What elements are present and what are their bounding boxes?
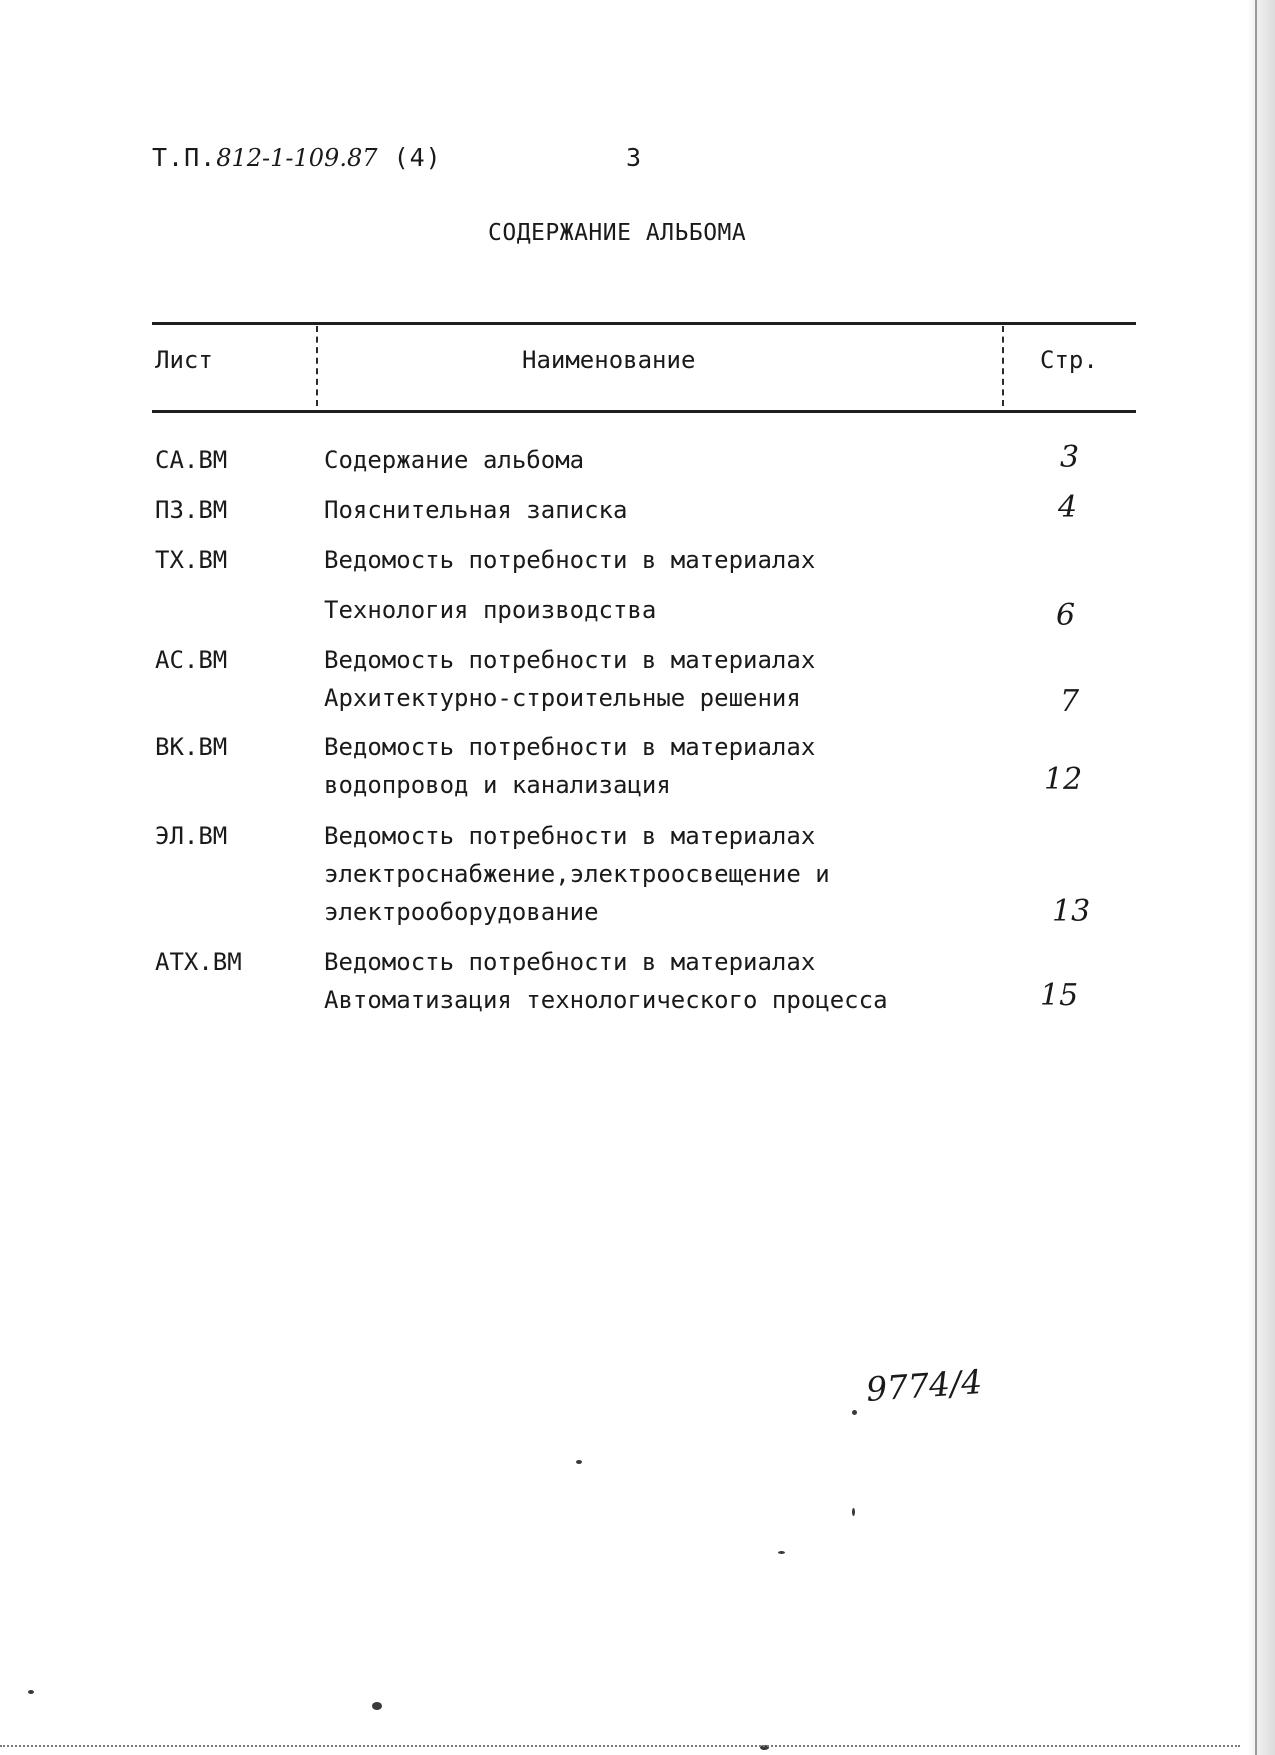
scan-speck [778,1551,785,1554]
page-number: 3 [626,143,642,172]
column-header-sheet: Лист [155,346,213,374]
row-title-line: Ведомость потребности в материалах [324,546,816,574]
row-sheet-code: АС.ВМ [155,646,228,674]
row-title-line: электроснабжение,электроосвещение и [324,860,830,888]
document-code-handwritten: 812-1-109.87 [216,144,378,172]
handwritten-registration-number: 9774/4 [864,1361,984,1410]
scan-speck [372,1702,382,1710]
column-header-name: Наименование [522,346,696,374]
row-title-line: водопровод и канализация [324,771,671,799]
column-separator [316,326,318,406]
row-title-line: Архитектурно-строительные решения [324,684,801,712]
scan-page-edge [1247,0,1275,1755]
column-separator [1002,326,1004,406]
document-code-suffix: (4) [393,143,442,172]
column-header-page: Стр. [1040,346,1098,374]
row-sheet-code: ПЗ.ВМ [155,496,228,524]
row-sheet-code: ТХ.ВМ [155,546,228,574]
row-page-number: 13 [1052,894,1091,929]
row-title-line: Содержание альбома [324,446,585,474]
row-title-line: Технология производства [324,596,657,624]
document-code-prefix: Т.П. [152,143,217,172]
row-sheet-code: АТХ.ВМ [155,948,242,976]
scan-speck [576,1460,582,1464]
row-title-line: Ведомость потребности в материалах [324,822,816,850]
table-header-rule [152,410,1136,413]
row-title-line: Автоматизация технологического процесса [324,986,888,1014]
scan-speck [852,1410,857,1415]
scan-edge-noise [0,1745,1240,1747]
row-title-line: Ведомость потребности в материалах [324,948,816,976]
row-title-line: электрооборудование [324,898,599,926]
album-contents-title: СОДЕРЖАНИЕ АЛЬБОМА [488,220,747,246]
row-page-number: 15 [1040,978,1079,1013]
scan-speck [852,1508,855,1516]
row-page-number: 4 [1058,490,1078,525]
row-title-line: Ведомость потребности в материалах [324,646,816,674]
scan-speck [28,1690,34,1694]
row-sheet-code: ВК.ВМ [155,733,228,761]
row-sheet-code: СА.ВМ [155,446,228,474]
document-code [152,143,442,172]
row-title-line: Ведомость потребности в материалах [324,733,816,761]
row-page-number: 12 [1044,762,1083,797]
table-top-rule [152,322,1136,325]
row-page-number: 3 [1060,440,1080,475]
scan-edge-line [1255,0,1257,1755]
row-title-line: Пояснительная записка [324,496,628,524]
row-sheet-code: ЭЛ.ВМ [155,822,228,850]
row-page-number: 7 [1060,684,1080,719]
row-page-number: 6 [1056,598,1076,633]
